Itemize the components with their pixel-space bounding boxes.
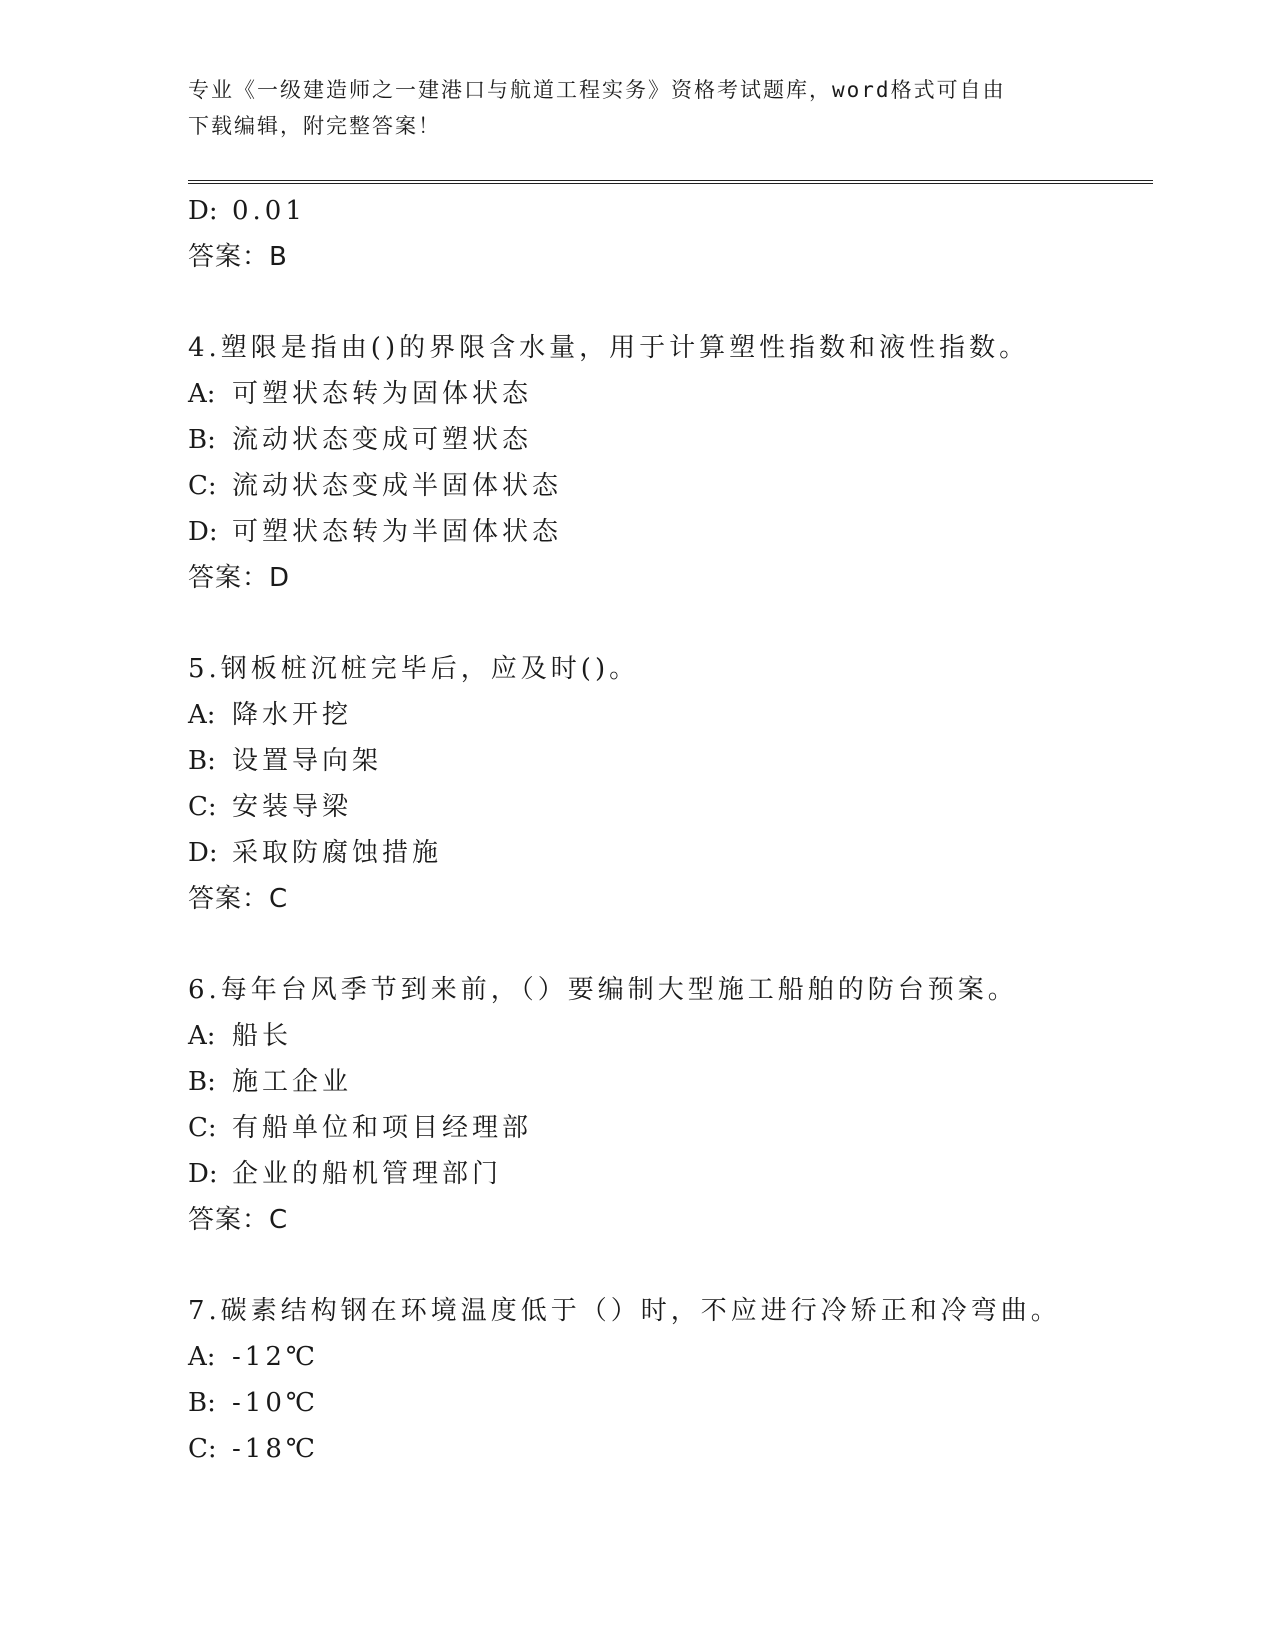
option-text: -12℃ xyxy=(232,1342,319,1372)
option-text: 可塑状态转为固体状态 xyxy=(232,379,533,409)
document-header xyxy=(188,72,1088,144)
spacer xyxy=(188,922,1138,967)
header-divider xyxy=(188,180,1153,184)
option-c xyxy=(188,784,1138,830)
option-b xyxy=(188,1380,1138,1426)
option-letter: D: xyxy=(188,838,218,868)
answer-line: 答案：B xyxy=(188,242,288,272)
question-stem: 4.塑限是指由()的界限含水量，用于计算塑性指数和液性指数。 xyxy=(188,333,1030,363)
option-text: 降水开挖 xyxy=(232,700,353,730)
option-d xyxy=(188,188,1138,234)
option-c xyxy=(188,1105,1138,1151)
option-letter: D: xyxy=(188,517,218,547)
option-letter: B: xyxy=(188,746,216,776)
option-letter: D: xyxy=(188,196,218,226)
option-text: 0.01 xyxy=(232,196,306,226)
question-stem: 6.每年台风季节到来前，（）要编制大型施工船舶的防台预案。 xyxy=(188,975,1018,1005)
option-text: 施工企业 xyxy=(232,1067,353,1097)
option-a xyxy=(188,692,1138,738)
answer-line: 答案：C xyxy=(188,1205,289,1235)
option-text: 有船单位和项目经理部 xyxy=(232,1113,533,1143)
option-d xyxy=(188,830,1138,876)
option-text: 设置导向架 xyxy=(232,746,383,776)
option-a xyxy=(188,371,1138,417)
spacer xyxy=(188,601,1138,646)
option-b xyxy=(188,417,1138,463)
option-letter: A: xyxy=(188,379,216,409)
option-d xyxy=(188,1151,1138,1197)
spacer xyxy=(188,1243,1138,1288)
option-a xyxy=(188,1334,1138,1380)
header-line-2: 下载编辑，附完整答案！ xyxy=(188,114,441,138)
option-text: 可塑状态转为半固体状态 xyxy=(232,517,563,547)
option-text: 安装导梁 xyxy=(232,792,353,822)
option-letter: C: xyxy=(188,792,217,822)
option-letter: A: xyxy=(188,700,216,730)
option-text: 企业的船机管理部门 xyxy=(232,1159,503,1189)
option-c xyxy=(188,1426,1138,1472)
option-text: -18℃ xyxy=(232,1434,319,1464)
spacer xyxy=(188,280,1138,325)
option-d xyxy=(188,509,1138,555)
header-line-1: 专业《一级建造师之一建港口与航道工程实务》资格考试题库，word格式可自由 xyxy=(188,78,1006,102)
option-letter: C: xyxy=(188,1434,217,1464)
option-text: 采取防腐蚀措施 xyxy=(232,838,443,868)
option-letter: C: xyxy=(188,1113,217,1143)
option-letter: D: xyxy=(188,1159,218,1189)
option-letter: B: xyxy=(188,425,216,455)
answer-line: 答案：C xyxy=(188,884,289,914)
question-stem: 5.钢板桩沉桩完毕后，应及时()。 xyxy=(188,654,640,684)
option-letter: B: xyxy=(188,1067,216,1097)
question-list xyxy=(188,188,1138,1472)
option-letter: A: xyxy=(188,1021,216,1051)
option-b xyxy=(188,738,1138,784)
question-stem: 7.碳素结构钢在环境温度低于（）时，不应进行冷矫正和冷弯曲。 xyxy=(188,1296,1061,1326)
answer-line: 答案：D xyxy=(188,563,291,593)
option-a xyxy=(188,1013,1138,1059)
option-text: -10℃ xyxy=(232,1388,319,1418)
option-c xyxy=(188,463,1138,509)
option-text: 流动状态变成可塑状态 xyxy=(232,425,533,455)
option-b xyxy=(188,1059,1138,1105)
option-letter: A: xyxy=(188,1342,216,1372)
option-text: 流动状态变成半固体状态 xyxy=(232,471,563,501)
option-letter: C: xyxy=(188,471,217,501)
option-letter: B: xyxy=(188,1388,216,1418)
option-text: 船长 xyxy=(232,1021,293,1051)
